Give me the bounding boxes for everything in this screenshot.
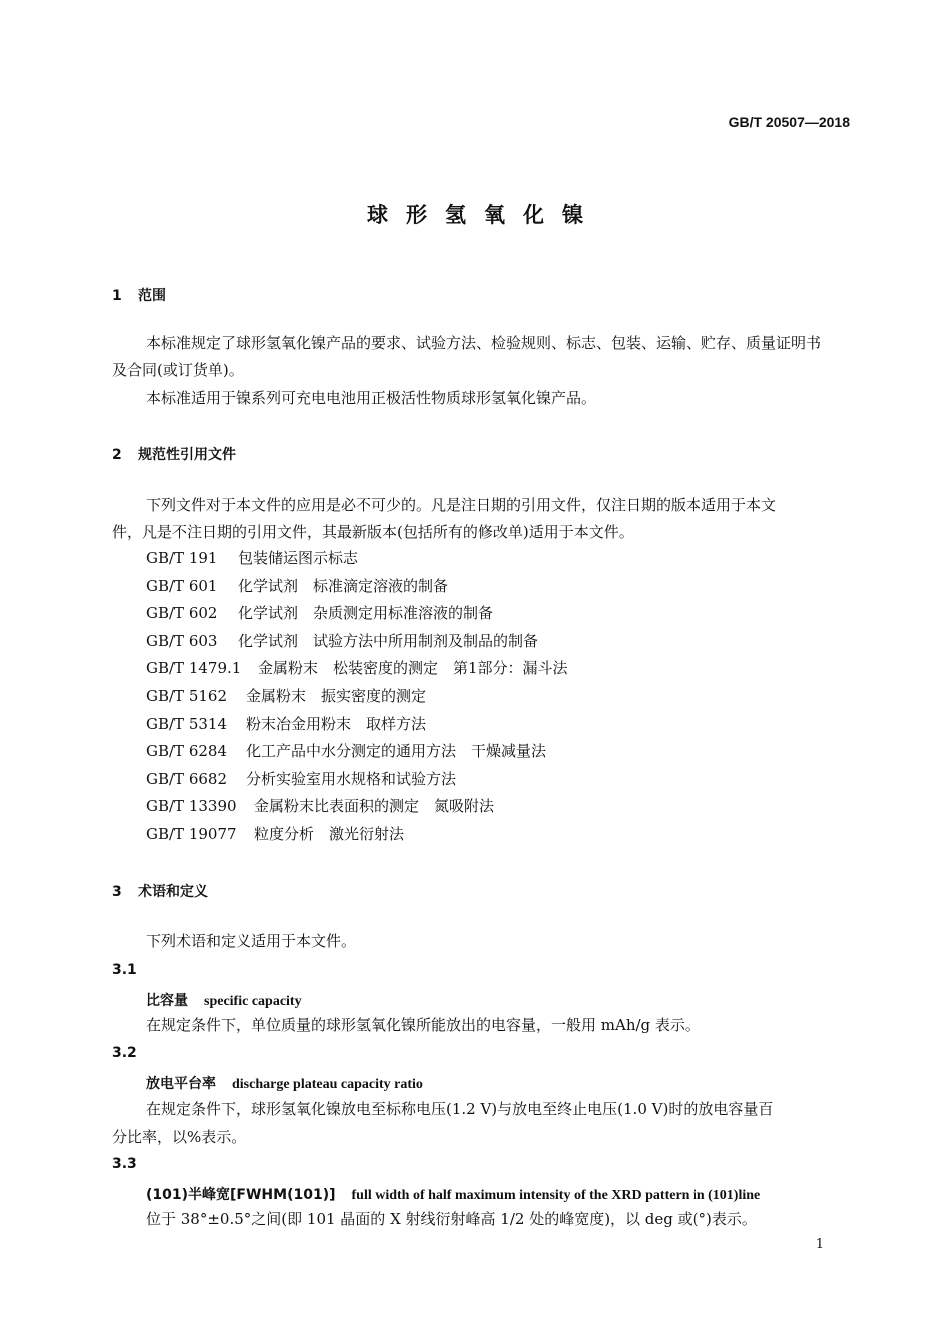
section-heading-terms [112,881,208,901]
reference-item [146,547,358,568]
reference-item [146,630,538,651]
page-number: 1 [815,1237,824,1252]
reference-code: GB/T 603 [146,631,218,650]
reference-code: GB/T 19077 [146,825,237,843]
term-cn: 放电平台率 [146,1076,216,1092]
section-number: 3 [112,884,122,900]
reference-code: GB/T 5162 [146,687,228,705]
term-definition: 在规定条件下，球形氢氧化镍放电至标称电压(1.2 V)与放电至终止电压(1.0 V)时的放电容量百 [146,1100,774,1118]
term-number: 3.1 [112,962,137,978]
section-heading-normative-references [112,444,236,464]
section-title: 规范性引用文件 [138,447,236,463]
reference-title: 分析实验室用水规格和试验方法 [246,769,457,788]
term-heading [146,1184,760,1204]
reference-code: GB/T 5314 [146,714,228,733]
section-heading-scope [112,285,166,305]
paragraph-line: 下列术语和定义适用于本文件。 [146,932,357,950]
reference-item [146,713,426,734]
reference-code: GB/T 13390 [146,797,237,816]
reference-code: GB/T 191 [146,549,218,567]
term-heading [146,1073,423,1093]
reference-item [146,685,426,706]
section-number: 1 [112,288,122,304]
reference-item [146,657,568,678]
reference-code: GB/T 1479.1 [146,659,242,678]
term-number: 3.2 [112,1045,137,1061]
term-definition: 分比率，以%表示。 [112,1128,247,1146]
reference-code: GB/T 6682 [146,769,228,788]
title-text: 球形氢氧化镍 [367,203,601,227]
reference-title: 化学试剂 杂质测定用标准溶液的制备 [238,604,494,623]
paragraph-line: 及合同(或订货单)。 [112,361,244,379]
reference-code: GB/T 601 [146,576,218,595]
reference-title: 化学试剂 试验方法中所用制剂及制品的制备 [238,631,539,650]
reference-item [146,823,404,844]
term-en: discharge plateau capacity ratio [232,1077,423,1092]
paragraph-line: 本标准适用于镍系列可充电电池用正极活性物质球形氢氧化镍产品。 [146,389,597,407]
term-definition: 位于 38°±0.5°之间(即 101 晶面的 X 射线衍射峰高 1/2 处的峰宽度)，以 deg 或(°)表示。 [146,1210,757,1228]
reference-title: 金属粉末 松装密度的测定 第1部分：漏斗法 [258,659,568,678]
reference-title: 包装储运图示标志 [238,549,359,567]
term-heading [146,990,302,1010]
section-title: 术语和定义 [138,884,208,900]
term-definition: 在规定条件下，单位质量的球形氢氧化镍所能放出的电容量，一般用 mAh/g 表示。 [146,1016,700,1034]
term-cn: (101)半峰宽[FWHM(101)] [146,1187,336,1203]
term-en: specific capacity [204,994,302,1009]
reference-title: 化工产品中水分测定的通用方法 干燥减量法 [246,742,547,761]
section-title: 范围 [138,288,166,304]
reference-title: 粒度分析 激光衍射法 [254,825,405,843]
reference-item [146,795,494,816]
reference-item [146,740,546,761]
reference-item [146,768,456,789]
reference-item [146,575,448,596]
document-title [0,199,950,229]
reference-title: 粉末冶金用粉末 取样方法 [246,714,427,733]
reference-item [146,602,493,623]
reference-code: GB/T 6284 [146,742,228,761]
reference-title: 化学试剂 标准滴定溶液的制备 [238,576,449,595]
document-code: GB/T 20507—2018 [728,114,850,130]
paragraph-line: 本标准规定了球形氢氧化镍产品的要求、试验方法、检验规则、标志、包装、运输、贮存、质量证明书 [146,334,822,352]
paragraph-line: 件，凡是不注日期的引用文件，其最新版本(包括所有的修改单)适用于本文件。 [112,523,634,541]
paragraph-line: 下列文件对于本文件的应用是必不可少的。凡是注日期的引用文件，仅注日期的版本适用于本文 [146,496,777,514]
reference-code: GB/T 602 [146,604,218,623]
term-en: full width of half maximum intensity of the XRD pattern in (101)line [351,1188,761,1203]
reference-title: 金属粉末比表面积的测定 氮吸附法 [254,797,495,816]
term-cn: 比容量 [146,993,188,1009]
term-number: 3.3 [112,1156,137,1172]
section-number: 2 [112,447,122,463]
reference-title: 金属粉末 振实密度的测定 [246,687,427,705]
